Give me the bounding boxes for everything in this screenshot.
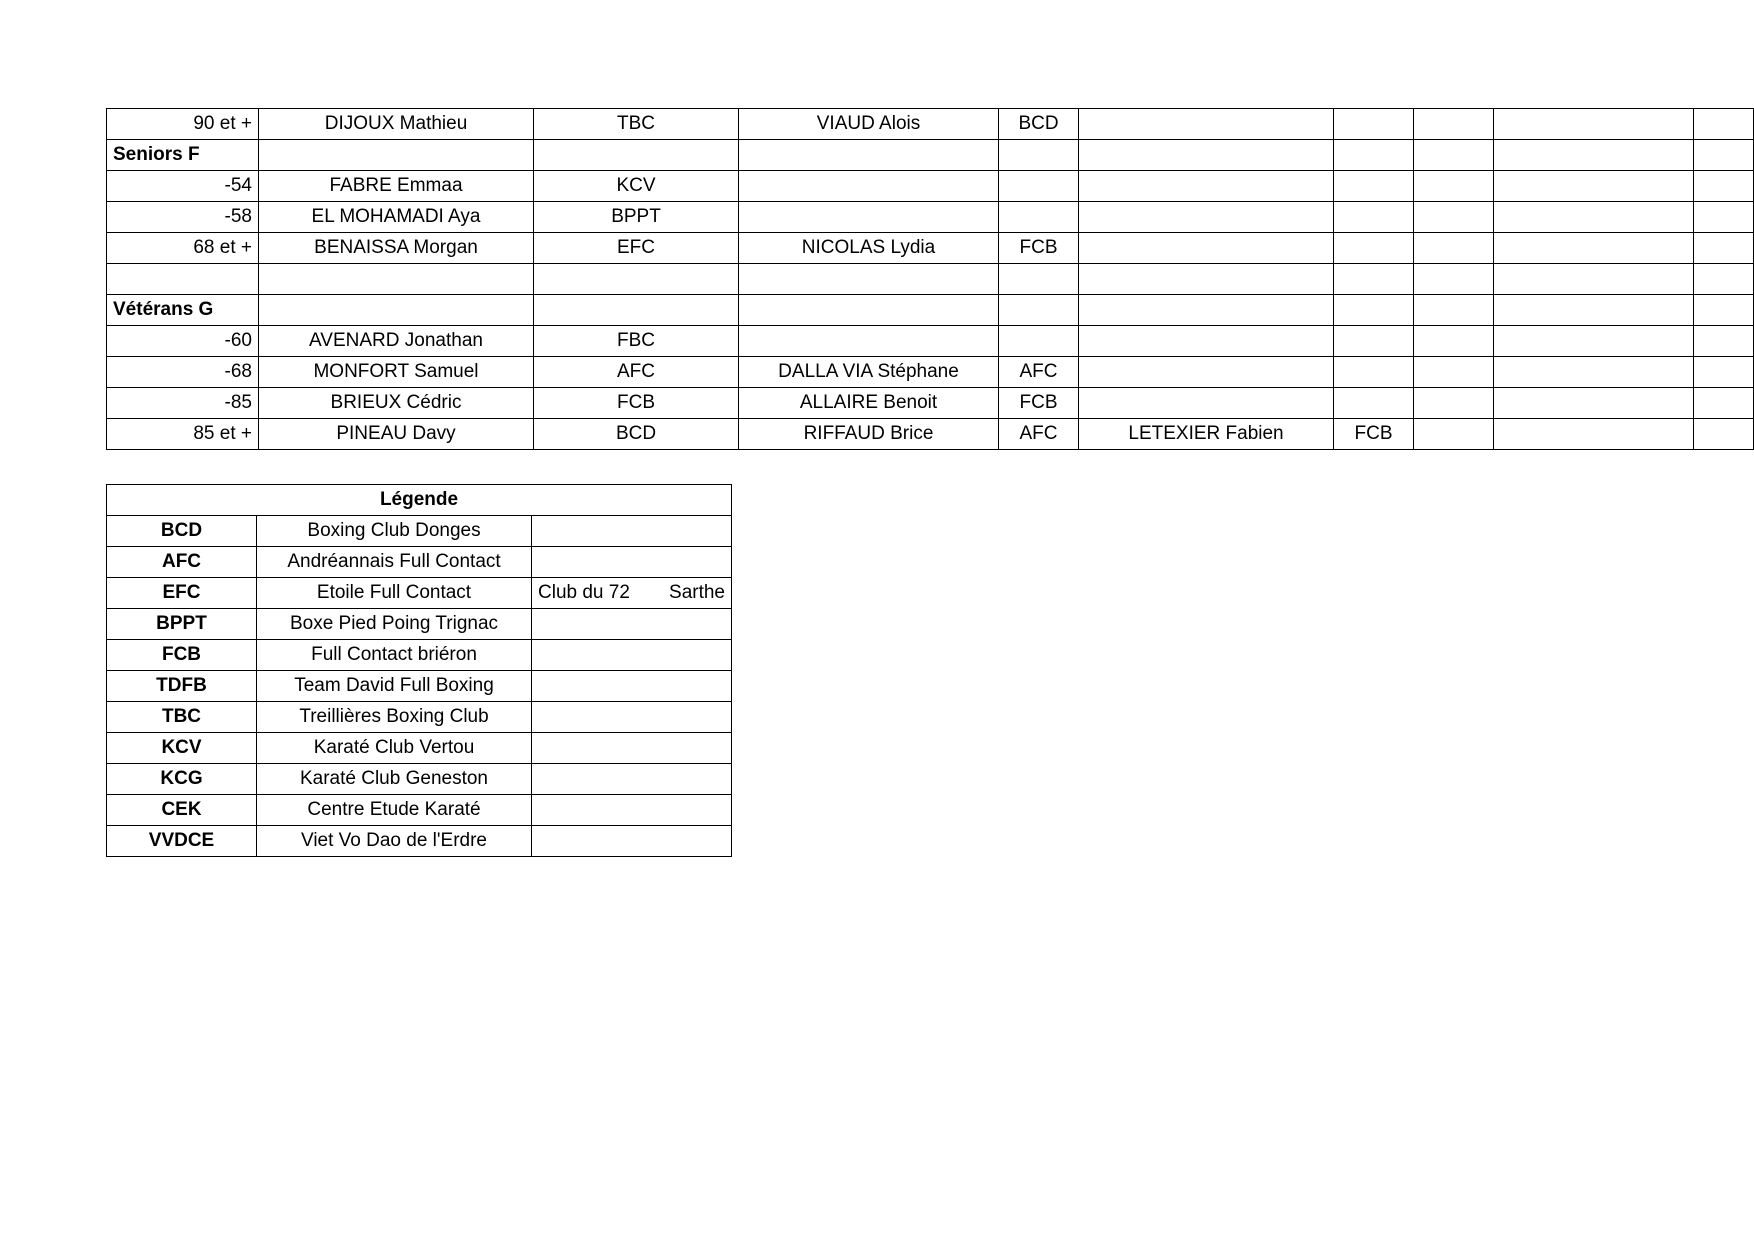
fighter1-club-cell: BCD <box>534 419 739 450</box>
extra-cell-2 <box>1494 140 1694 171</box>
fighter2-club-cell: FCB <box>999 388 1079 419</box>
legend-row <box>107 764 732 795</box>
extra-cell-2 <box>1494 233 1694 264</box>
legend-code-cell: VVDCE <box>107 826 257 857</box>
extra-cell-2 <box>1494 388 1694 419</box>
extra-cell-3 <box>1694 140 1754 171</box>
legend-row <box>107 733 732 764</box>
legend-note-right: Sarthe <box>669 582 725 603</box>
legend-note-cell <box>532 578 732 609</box>
category-cell: 90 et + <box>107 109 259 140</box>
fighter3-club-cell <box>1334 171 1414 202</box>
extra-cell-2 <box>1494 326 1694 357</box>
legend-note-cell <box>532 547 732 578</box>
extra-cell-3 <box>1694 357 1754 388</box>
fighter3-name-cell <box>1079 140 1334 171</box>
legend-code-cell: KCV <box>107 733 257 764</box>
fighter2-name-cell <box>739 264 999 295</box>
category-cell: -54 <box>107 171 259 202</box>
legend-name-cell: Andréannais Full Contact <box>257 547 532 578</box>
fighter3-club-cell <box>1334 109 1414 140</box>
legend-name-cell: Boxing Club Donges <box>257 516 532 547</box>
fighter1-club-cell: TBC <box>534 109 739 140</box>
fighter2-name-cell: NICOLAS Lydia <box>739 233 999 264</box>
category-cell: Vétérans G <box>107 295 259 326</box>
legend-note-cell <box>532 795 732 826</box>
extra-cell-2 <box>1494 202 1694 233</box>
fighter3-name-cell <box>1079 388 1334 419</box>
table-row <box>107 171 1754 202</box>
fighter2-club-cell <box>999 171 1079 202</box>
fighter1-name-cell: PINEAU Davy <box>259 419 534 450</box>
extra-cell-2 <box>1494 264 1694 295</box>
fighter3-name-cell <box>1079 171 1334 202</box>
fighter3-club-cell <box>1334 388 1414 419</box>
fighter1-club-cell <box>534 264 739 295</box>
extra-cell-3 <box>1694 419 1754 450</box>
table-row <box>107 109 1754 140</box>
table-row <box>107 326 1754 357</box>
fighter1-name-cell: FABRE Emmaa <box>259 171 534 202</box>
fighter1-club-cell: AFC <box>534 357 739 388</box>
legend-note-cell <box>532 516 732 547</box>
fighter2-name-cell <box>739 326 999 357</box>
results-table-body <box>107 109 1754 450</box>
extra-cell-3 <box>1694 233 1754 264</box>
extra-cell-3 <box>1694 295 1754 326</box>
fighter3-club-cell <box>1334 326 1414 357</box>
fighter2-club-cell <box>999 264 1079 295</box>
extra-cell-3 <box>1694 264 1754 295</box>
legend-row <box>107 516 732 547</box>
fighter1-name-cell: AVENARD Jonathan <box>259 326 534 357</box>
legend-title-row <box>107 485 732 516</box>
fighter1-name-cell: EL MOHAMADI Aya <box>259 202 534 233</box>
fighter1-name-cell: MONFORT Samuel <box>259 357 534 388</box>
legend-name-cell: Full Contact briéron <box>257 640 532 671</box>
fighter1-name-cell: BENAISSA Morgan <box>259 233 534 264</box>
extra-cell-3 <box>1694 326 1754 357</box>
fighter2-name-cell <box>739 202 999 233</box>
fighter2-name-cell <box>739 171 999 202</box>
extra-cell-1 <box>1414 388 1494 419</box>
legend-name-cell: Team David Full Boxing <box>257 671 532 702</box>
legend-note-cell <box>532 826 732 857</box>
extra-cell-3 <box>1694 171 1754 202</box>
fighter2-club-cell <box>999 202 1079 233</box>
legend-code-cell: EFC <box>107 578 257 609</box>
table-row <box>107 295 1754 326</box>
extra-cell-2 <box>1494 109 1694 140</box>
extra-cell-1 <box>1414 109 1494 140</box>
extra-cell-2 <box>1494 171 1694 202</box>
legend-code-cell: KCG <box>107 764 257 795</box>
legend-code-cell: TDFB <box>107 671 257 702</box>
table-row <box>107 419 1754 450</box>
legend-name-cell: Treillières Boxing Club <box>257 702 532 733</box>
table-row <box>107 388 1754 419</box>
fighter1-name-cell <box>259 264 534 295</box>
extra-cell-1 <box>1414 419 1494 450</box>
fighter2-club-cell: BCD <box>999 109 1079 140</box>
legend-note-cell <box>532 671 732 702</box>
extra-cell-2 <box>1494 295 1694 326</box>
fighter1-name-cell <box>259 295 534 326</box>
fighter3-name-cell <box>1079 295 1334 326</box>
legend-row <box>107 702 732 733</box>
fighter3-club-cell <box>1334 233 1414 264</box>
extra-cell-1 <box>1414 140 1494 171</box>
legend-note-cell <box>532 640 732 671</box>
fighter3-name-cell <box>1079 202 1334 233</box>
extra-cell-2 <box>1494 419 1694 450</box>
fighter1-name-cell: DIJOUX Mathieu <box>259 109 534 140</box>
category-cell: Seniors F <box>107 140 259 171</box>
legend-code-cell: CEK <box>107 795 257 826</box>
fighter3-club-cell <box>1334 264 1414 295</box>
legend-title: Légende <box>107 485 732 516</box>
fighter2-club-cell: AFC <box>999 357 1079 388</box>
fighter2-name-cell: ALLAIRE Benoit <box>739 388 999 419</box>
legend-code-cell: BCD <box>107 516 257 547</box>
fighter3-name-cell <box>1079 264 1334 295</box>
legend-name-cell: Viet Vo Dao de l'Erdre <box>257 826 532 857</box>
table-row <box>107 140 1754 171</box>
fighter1-club-cell <box>534 140 739 171</box>
legend-row <box>107 795 732 826</box>
fighter2-name-cell <box>739 295 999 326</box>
legend-name-cell: Karaté Club Geneston <box>257 764 532 795</box>
fighter3-name-cell <box>1079 109 1334 140</box>
category-cell: -60 <box>107 326 259 357</box>
fighter3-club-cell: FCB <box>1334 419 1414 450</box>
legend-note-cell <box>532 609 732 640</box>
fighter2-name-cell: DALLA VIA Stéphane <box>739 357 999 388</box>
legend-code-cell: AFC <box>107 547 257 578</box>
extra-cell-1 <box>1414 171 1494 202</box>
fighter2-name-cell <box>739 140 999 171</box>
fighter3-name-cell: LETEXIER Fabien <box>1079 419 1334 450</box>
fighter2-club-cell <box>999 326 1079 357</box>
fighter2-club-cell <box>999 140 1079 171</box>
extra-cell-1 <box>1414 326 1494 357</box>
fighter2-name-cell: RIFFAUD Brice <box>739 419 999 450</box>
fighter2-club-cell: AFC <box>999 419 1079 450</box>
fighter3-club-cell <box>1334 295 1414 326</box>
legend-row <box>107 609 732 640</box>
fighter1-club-cell: KCV <box>534 171 739 202</box>
legend-name-cell: Karaté Club Vertou <box>257 733 532 764</box>
category-cell: -85 <box>107 388 259 419</box>
fighter1-name-cell: BRIEUX Cédric <box>259 388 534 419</box>
fighter1-club-cell: FBC <box>534 326 739 357</box>
legend-note-cell <box>532 764 732 795</box>
legend-row <box>107 547 732 578</box>
category-cell <box>107 264 259 295</box>
extra-cell-1 <box>1414 357 1494 388</box>
legend-row <box>107 826 732 857</box>
legend-row <box>107 671 732 702</box>
legend-table <box>106 484 732 857</box>
extra-cell-3 <box>1694 109 1754 140</box>
table-row <box>107 264 1754 295</box>
legend-code-cell: FCB <box>107 640 257 671</box>
extra-cell-3 <box>1694 202 1754 233</box>
fighter3-name-cell <box>1079 326 1334 357</box>
results-table <box>106 108 1754 450</box>
extra-cell-3 <box>1694 388 1754 419</box>
fighter1-club-cell <box>534 295 739 326</box>
fighter1-club-cell: EFC <box>534 233 739 264</box>
table-row <box>107 202 1754 233</box>
fighter2-club-cell: FCB <box>999 233 1079 264</box>
fighter3-club-cell <box>1334 357 1414 388</box>
fighter1-club-cell: BPPT <box>534 202 739 233</box>
fighter2-club-cell <box>999 295 1079 326</box>
legend-table-body <box>107 485 732 857</box>
category-cell: -68 <box>107 357 259 388</box>
legend-note-cell <box>532 733 732 764</box>
extra-cell-1 <box>1414 264 1494 295</box>
category-cell: 85 et + <box>107 419 259 450</box>
table-row <box>107 357 1754 388</box>
fighter1-club-cell: FCB <box>534 388 739 419</box>
extra-cell-1 <box>1414 295 1494 326</box>
category-cell: -58 <box>107 202 259 233</box>
fighter3-club-cell <box>1334 202 1414 233</box>
fighter3-name-cell <box>1079 233 1334 264</box>
legend-row <box>107 578 732 609</box>
fighter1-name-cell <box>259 140 534 171</box>
legend-name-cell: Etoile Full Contact <box>257 578 532 609</box>
fighter3-name-cell <box>1079 357 1334 388</box>
legend-note-cell <box>532 702 732 733</box>
legend-name-cell: Boxe Pied Poing Trignac <box>257 609 532 640</box>
category-cell: 68 et + <box>107 233 259 264</box>
extra-cell-2 <box>1494 357 1694 388</box>
table-row <box>107 233 1754 264</box>
legend-row <box>107 640 732 671</box>
extra-cell-1 <box>1414 202 1494 233</box>
fighter2-name-cell: VIAUD Alois <box>739 109 999 140</box>
legend-name-cell: Centre Etude Karaté <box>257 795 532 826</box>
fighter3-club-cell <box>1334 140 1414 171</box>
legend-note-left: Club du 72 <box>538 582 630 603</box>
legend-code-cell: BPPT <box>107 609 257 640</box>
extra-cell-1 <box>1414 233 1494 264</box>
legend-code-cell: TBC <box>107 702 257 733</box>
